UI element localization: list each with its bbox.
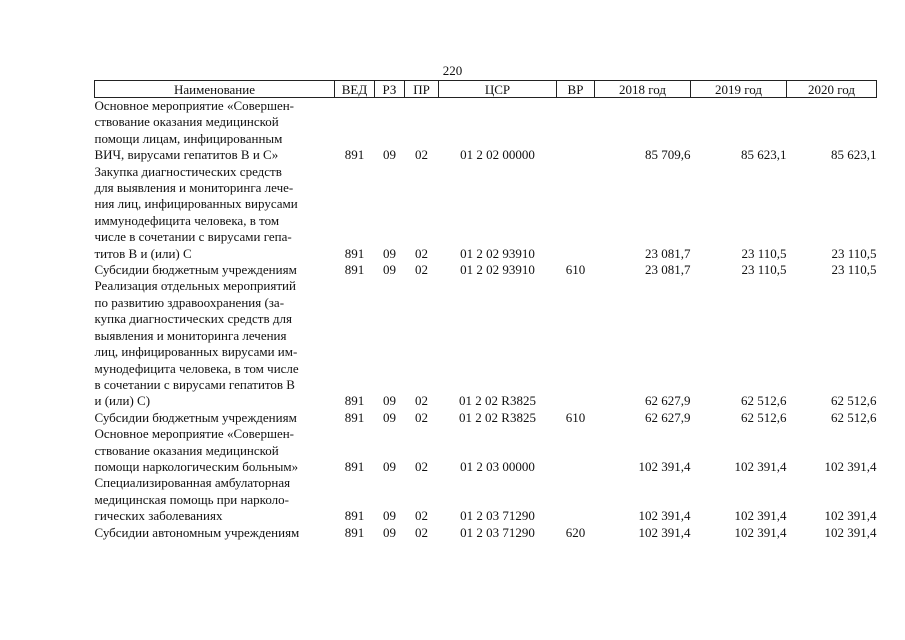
cell-ved: 891 (344, 393, 365, 409)
cell-ved: 891 (344, 508, 365, 524)
name-line: в сочетании с вирусами гепатитов В (94, 376, 295, 392)
budget-table (94, 80, 877, 541)
cell-pr: 02 (415, 524, 428, 540)
name-line: для выявления и мониторинга лече- (94, 180, 294, 196)
cell-ved: 891 (344, 524, 365, 540)
name-line: титов В и (или) С (94, 245, 192, 261)
header-name: Наименование (95, 81, 335, 98)
name-line: выявления и мониторинга лечения (94, 327, 287, 343)
cell-pr: 02 (415, 508, 428, 524)
cell-vr: 610 (565, 409, 586, 425)
cell-rz: 09 (383, 409, 396, 425)
cell-2020: 23 110,5 (831, 245, 877, 261)
table-row (95, 164, 877, 262)
name-line: Субсидии бюджетным учреждениям (94, 409, 297, 425)
cell-2020: 85 623,1 (831, 147, 877, 163)
cell-2018: 102 391,4 (638, 508, 691, 524)
cell-name (95, 525, 335, 541)
cell-2019: 102 391,4 (734, 458, 787, 474)
table-row (95, 262, 877, 278)
table-row (95, 98, 877, 164)
name-line: Реализация отдельных мероприятий (94, 278, 296, 294)
cell-pr: 02 (415, 262, 428, 278)
name-line: Субсидии бюджетным учреждениям (94, 262, 297, 278)
cell-2019: 102 391,4 (734, 524, 787, 540)
cell-2020: 102 391,4 (824, 524, 877, 540)
header-2018: 2018 год (595, 81, 691, 98)
cell-rz: 09 (383, 147, 396, 163)
cell-2018: 85 709,6 (645, 147, 691, 163)
name-line: Субсидии автономным учреждениям (94, 524, 300, 540)
header-2020: 2020 год (787, 81, 877, 98)
name-line: купка диагностических средств для (94, 311, 292, 327)
name-line: лиц, инфицированных вирусами им- (94, 344, 298, 360)
name-line: медицинская помощь при нарколо- (94, 491, 289, 507)
header-2019: 2019 год (691, 81, 787, 98)
cell-pr: 02 (415, 458, 428, 474)
cell-ved: 891 (344, 409, 365, 425)
cell-2020: 102 391,4 (824, 508, 877, 524)
cell-csr: 01 2 03 71290 (460, 508, 535, 524)
cell-2018: 23 081,7 (645, 245, 691, 261)
header-csr: ЦСР (439, 81, 557, 98)
cell-name (95, 278, 335, 409)
cell-2020: 23 110,5 (831, 262, 877, 278)
cell-csr: 01 2 02 93910 (460, 262, 535, 278)
name-line: Закупка диагностических средств (94, 163, 282, 179)
cell-rz: 09 (383, 524, 396, 540)
cell-name (95, 410, 335, 426)
cell-vr (557, 98, 595, 164)
cell-2019: 85 623,1 (741, 147, 787, 163)
cell-pr: 02 (415, 409, 428, 425)
header-rz: РЗ (375, 81, 405, 98)
table-row (95, 525, 877, 541)
cell-rz: 09 (383, 458, 396, 474)
table-header-row (95, 81, 877, 98)
name-line: Основное мероприятие «Совершен- (94, 98, 295, 113)
cell-name (95, 426, 335, 475)
table-row (95, 278, 877, 409)
table-row (95, 475, 877, 524)
cell-pr: 02 (415, 147, 428, 163)
name-line: помощи наркологическим больным» (94, 458, 299, 474)
cell-2018: 62 627,9 (645, 393, 691, 409)
table-row (95, 410, 877, 426)
cell-2019: 102 391,4 (734, 508, 787, 524)
name-line: Основное мероприятие «Совершен- (94, 426, 295, 442)
name-line: ствование оказания медицинской (94, 114, 279, 130)
cell-csr: 01 2 02 R3825 (459, 393, 536, 409)
cell-csr: 01 2 02 R3825 (459, 409, 536, 425)
cell-vr: 620 (565, 524, 586, 540)
cell-name (95, 262, 335, 278)
cell-ved: 891 (344, 262, 365, 278)
cell-ved: 891 (344, 458, 365, 474)
header-ved: ВЕД (335, 81, 375, 98)
cell-vr (557, 164, 595, 262)
cell-2019: 23 110,5 (741, 245, 787, 261)
cell-2020: 62 512,6 (831, 393, 877, 409)
cell-vr (557, 426, 595, 475)
cell-name (95, 164, 335, 262)
cell-vr (557, 278, 595, 409)
cell-rz: 09 (383, 245, 396, 261)
cell-2020: 62 512,6 (831, 409, 877, 425)
cell-2019: 62 512,6 (741, 393, 787, 409)
name-line: числе в сочетании с вирусами гепа- (94, 229, 292, 245)
name-line: мунодефицита человека, в том числе (94, 360, 299, 376)
header-vr: ВР (557, 81, 595, 98)
cell-name (95, 98, 335, 164)
name-line: ствование оказания медицинской (94, 442, 279, 458)
cell-2018: 102 391,4 (638, 524, 691, 540)
cell-csr: 01 2 03 71290 (460, 524, 535, 540)
cell-pr: 02 (415, 245, 428, 261)
cell-ved: 891 (344, 147, 365, 163)
name-line: ния лиц, инфицированных вирусами (94, 196, 298, 212)
header-pr: ПР (405, 81, 439, 98)
name-line: гических заболеваниях (94, 508, 223, 524)
name-line: Специализированная амбулаторная (94, 475, 291, 491)
cell-name (95, 475, 335, 524)
cell-vr (557, 475, 595, 524)
cell-rz: 09 (383, 508, 396, 524)
cell-csr: 01 2 02 93910 (460, 245, 535, 261)
cell-2019: 62 512,6 (741, 409, 787, 425)
table-row (95, 426, 877, 475)
cell-csr: 01 2 02 00000 (460, 147, 535, 163)
name-line: и (или) С) (94, 393, 151, 409)
page-number: 220 (442, 63, 463, 78)
name-line: иммунодефицита человека, в том (94, 212, 280, 228)
cell-2018: 23 081,7 (645, 262, 691, 278)
cell-2020: 102 391,4 (824, 458, 877, 474)
name-line: помощи лицам, инфицированным (94, 130, 283, 146)
name-line: по развитию здравоохранения (за- (94, 294, 285, 310)
cell-csr: 01 2 03 00000 (460, 458, 535, 474)
cell-rz: 09 (383, 262, 396, 278)
cell-vr: 610 (565, 262, 586, 278)
name-line: ВИЧ, вирусами гепатитов В и С» (94, 147, 279, 163)
cell-2018: 62 627,9 (645, 409, 691, 425)
cell-rz: 09 (383, 393, 396, 409)
cell-pr: 02 (415, 393, 428, 409)
cell-2019: 23 110,5 (741, 262, 787, 278)
cell-2018: 102 391,4 (638, 458, 691, 474)
cell-ved: 891 (344, 245, 365, 261)
